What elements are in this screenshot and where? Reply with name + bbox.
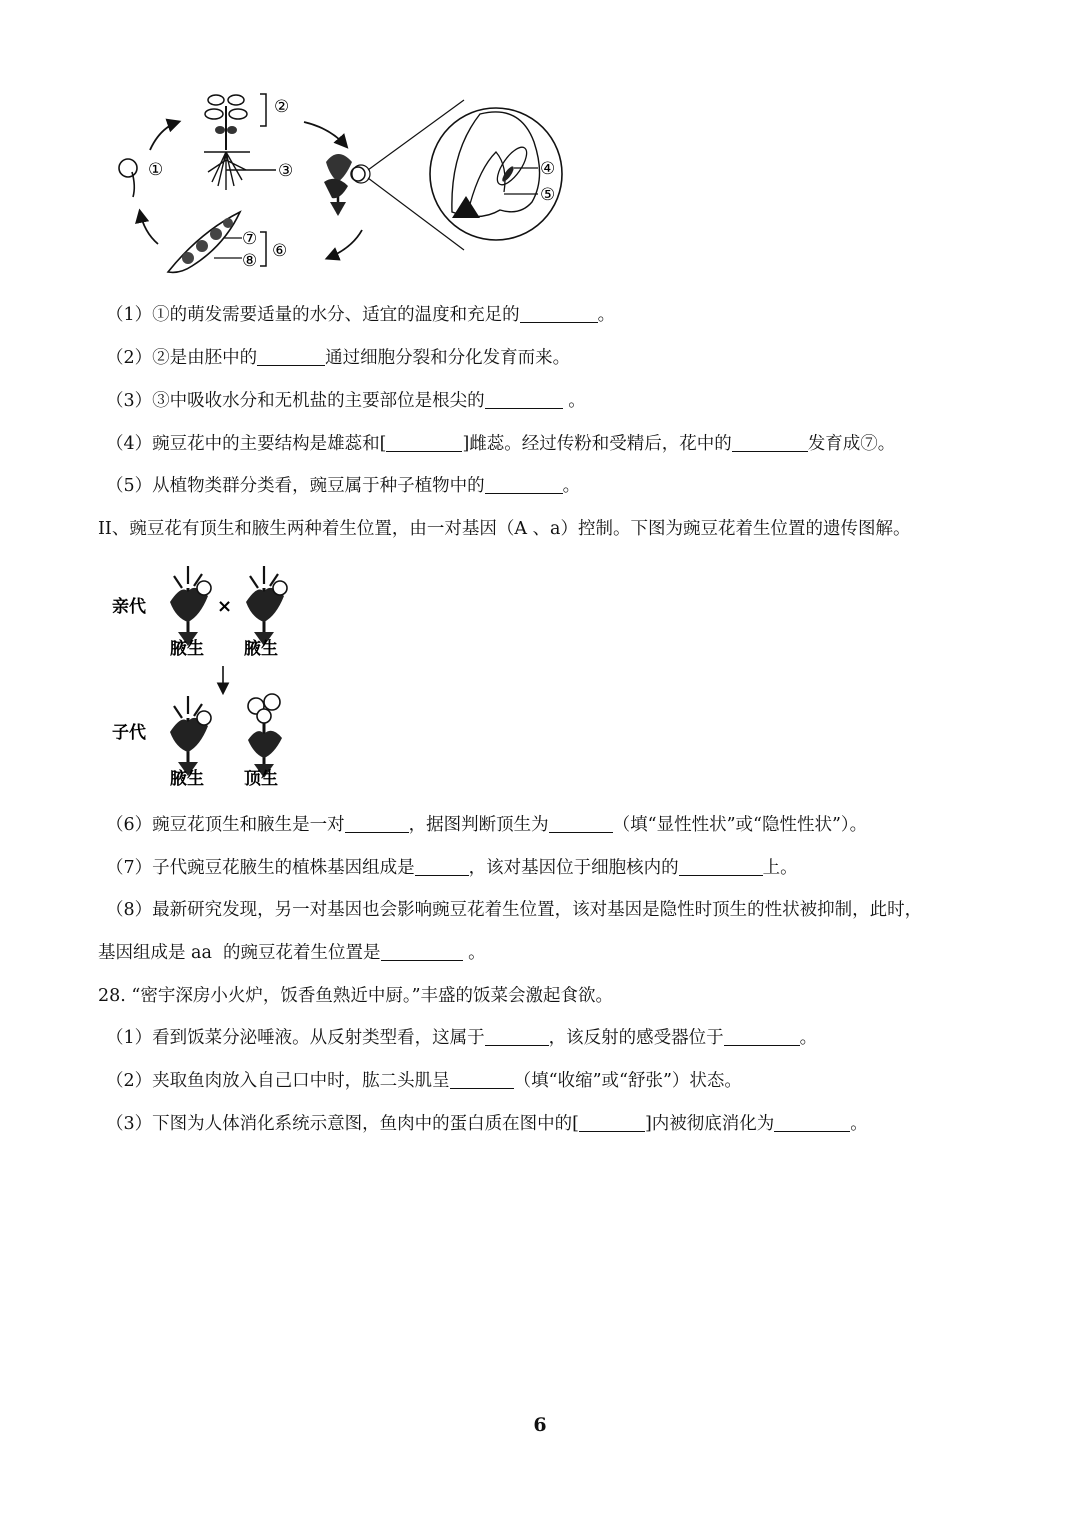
- answer-blank: [520, 304, 598, 323]
- q8-end: 。: [462, 943, 486, 963]
- q28-3-text: （3）下图为人体消化系统示意图，鱼肉中的蛋白质在图中的[: [106, 1114, 579, 1134]
- q28-2-end: （填“收缩”或“舒张”）状态。: [513, 1071, 742, 1091]
- answer-blank: [774, 1113, 850, 1132]
- question-1-3: [106, 389, 586, 413]
- arrow-seed-to-seedling: [150, 122, 178, 150]
- label-2: ②: [274, 97, 290, 117]
- answer-blank: [485, 1027, 549, 1046]
- answer-blank: [381, 942, 463, 961]
- q7-end: 上。: [762, 858, 798, 878]
- q2-end: 通过细胞分裂和分化发育而来。: [325, 348, 571, 368]
- q8-text: 基因组成是 aa 的豌豆花着生位置是: [98, 943, 381, 963]
- label-6: ⑥: [272, 241, 288, 261]
- q4-mid: ]雌蕊。经过传粉和受精后，花中的: [462, 434, 732, 454]
- q2-text: （2）②是由胚中的: [106, 348, 258, 368]
- q5-text: （5）从植物类群分类看，豌豆属于种子植物中的: [106, 476, 485, 496]
- arrow-seedling-to-flower: [304, 122, 346, 146]
- q3-text: （3）③中吸收水分和无机盐的主要部位是根尖的: [106, 391, 485, 411]
- seed-drawing: [119, 159, 137, 197]
- child-right-trait: 顶生: [244, 769, 278, 789]
- question-2-6: [106, 813, 867, 837]
- child-left-trait: 腋生: [170, 769, 204, 789]
- label-7: ⑦: [242, 229, 258, 249]
- q6-end: （填“显性性状”或“隐性性状”）。: [612, 815, 868, 835]
- answer-blank: [257, 347, 325, 366]
- child-plant-left: [170, 696, 211, 776]
- q4-end: 发育成⑦。: [807, 434, 896, 454]
- question-2-8-line1: （8）最新研究发现，另一对基因也会影响豌豆花着生位置，该对基因是隐性时顶生的性状被抑制，此时，: [106, 900, 923, 920]
- page-number: 6: [533, 1414, 547, 1436]
- label-8: ⑧: [242, 251, 258, 271]
- parent-plant-left: [170, 566, 211, 646]
- parent-plant-right: [246, 566, 287, 646]
- q28-1-mid: ，该反射的感受器位于: [548, 1028, 724, 1048]
- question-28-2: [106, 1069, 742, 1093]
- q1-text: （1）①的萌发需要适量的水分、适宜的温度和充足的: [106, 305, 520, 325]
- q28-1-end: 。: [799, 1028, 818, 1048]
- answer-blank: [485, 475, 563, 494]
- question-1-1: [106, 303, 615, 327]
- label-4: ④: [540, 159, 556, 179]
- flowering-plant-drawing: [324, 154, 365, 216]
- q28-3-end: 。: [850, 1114, 868, 1134]
- q7-text: （7）子代豌豆花腋生的植株基因组成是: [106, 858, 415, 878]
- q5-end: 。: [562, 476, 581, 496]
- question-1-4: [106, 432, 895, 456]
- q4-text: （4）豌豆花中的主要结构是雄蕊和[: [106, 434, 387, 454]
- label-3: ③: [278, 161, 294, 181]
- arrow-flower-to-pod: [328, 230, 362, 258]
- label-5: ⑤: [540, 185, 556, 205]
- answer-blank: [549, 814, 613, 833]
- label-1: ①: [148, 160, 164, 180]
- q28-3-mid: ]内被彻底消化为: [644, 1114, 775, 1134]
- answer-blank: [579, 1113, 645, 1132]
- seedling-drawing: [204, 95, 250, 190]
- child-generation-label: 子代: [112, 723, 146, 743]
- answer-blank: [345, 814, 409, 833]
- inheritance-diagram: [106, 556, 316, 796]
- q1-end: 。: [597, 305, 616, 325]
- cross-sign: ×: [217, 596, 233, 617]
- pea-life-cycle-figure: [100, 82, 580, 282]
- answer-blank: [724, 1027, 800, 1046]
- question-1-2: [106, 346, 570, 370]
- question-28-3: [106, 1112, 868, 1136]
- answer-blank: [415, 857, 469, 876]
- answer-blank: [386, 433, 462, 452]
- answer-blank: [732, 433, 808, 452]
- child-plant-right: [248, 694, 282, 778]
- question-28-intro: 28. “密宇深房小火炉，饭香鱼熟近中厨。”丰盛的饭菜会激起食欲。: [98, 986, 614, 1006]
- pea-pod-drawing: [168, 212, 240, 272]
- q6-mid: ，据图判断顶生为: [408, 815, 549, 835]
- q7-mid: ，该对基因位于细胞核内的: [468, 858, 679, 878]
- parent-right-trait: 腋生: [244, 639, 278, 659]
- parent-left-trait: 腋生: [170, 639, 204, 659]
- answer-blank: [485, 390, 563, 409]
- q28-2-text: （2）夹取鱼肉放入自己口中时，肱二头肌呈: [106, 1071, 450, 1091]
- question-2-8-line2: [98, 941, 486, 965]
- parent-generation-label: 亲代: [112, 597, 146, 617]
- answer-blank: [450, 1070, 514, 1089]
- question-28-1: [106, 1026, 817, 1050]
- arrow-pod-to-seed: [140, 212, 158, 244]
- q6-text: （6）豌豆花顶生和腋生是一对: [106, 815, 345, 835]
- question-1-5: [106, 474, 580, 498]
- q3-end: 。: [562, 391, 586, 411]
- q28-1-text: （1）看到饭菜分泌唾液。从反射类型看，这属于: [106, 1028, 485, 1048]
- answer-blank: [679, 857, 763, 876]
- part-2-intro: II、豌豆花有顶生和腋生两种着生位置，由一对基因（A 、a）控制。下图为豌豆花着生位置的遗传图解。: [98, 519, 911, 539]
- question-2-7: [106, 856, 798, 880]
